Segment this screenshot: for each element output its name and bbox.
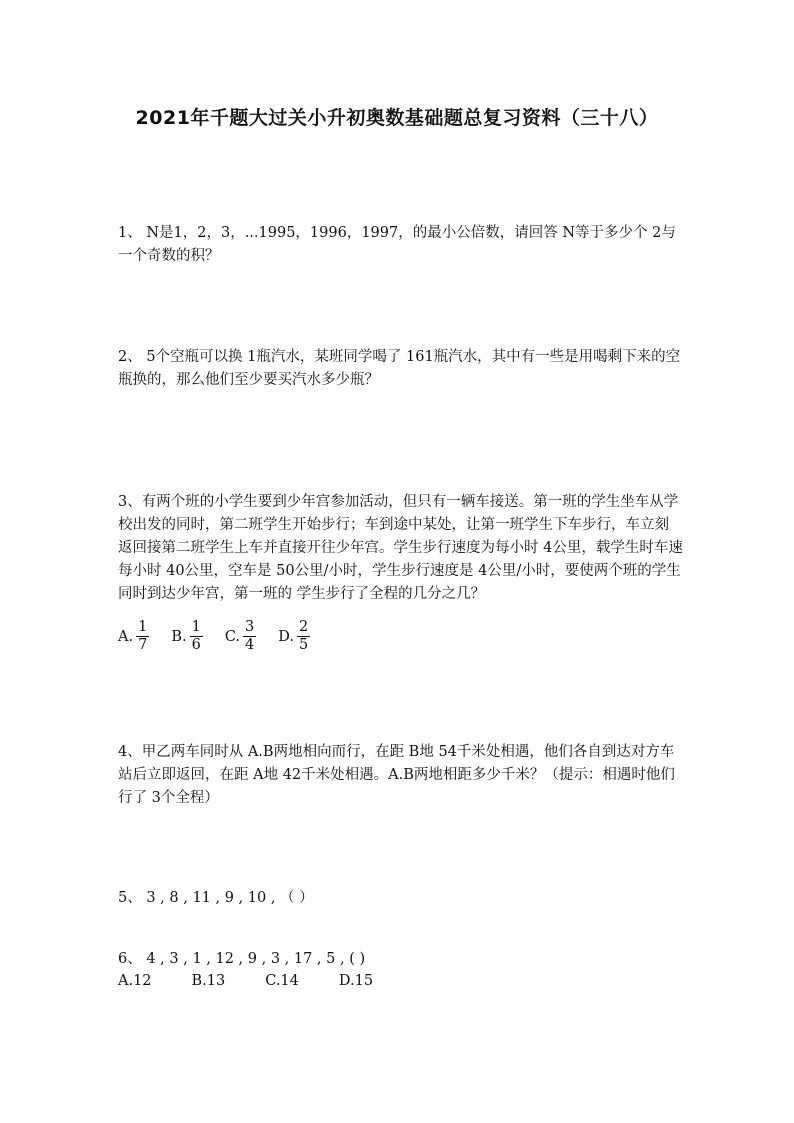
question-2: 2、 5个空瓶可以换 1瓶汽水，某班同学喝了 161瓶汽水，其中有一些是用喝剩下来的空瓶换的，那么他们至少要买汽水多少瓶？ — [118, 349, 681, 388]
question-6-options — [118, 973, 413, 989]
question-1: 1、 N是1，2，3，...1995，1996，1997，的最小公倍数，请回答 N等于多少个 2与一个奇数的积？ — [118, 225, 676, 264]
fraction-numerator: 2 — [298, 619, 309, 635]
fraction-numerator: 3 — [245, 619, 255, 635]
option-letter: B. — [171, 628, 187, 645]
option-letter: D. — [278, 628, 294, 645]
option-a — [118, 619, 149, 654]
fraction-denominator: 7 — [138, 637, 148, 653]
fraction — [243, 619, 256, 654]
fraction — [190, 619, 203, 654]
option-c — [225, 619, 256, 654]
question-3-options — [118, 619, 332, 654]
question-5: 5、 3 , 8 , 11 , 9 , 10 , （ ） — [118, 890, 314, 906]
option-d: D.15 — [338, 973, 374, 989]
option-b: B.13 — [191, 973, 226, 989]
option-b — [171, 619, 203, 654]
option-letter: A. — [118, 628, 134, 645]
option-letter: C. — [224, 628, 241, 645]
option-c: C.14 — [265, 973, 299, 989]
option-d — [278, 619, 310, 654]
fraction-denominator: 4 — [245, 637, 255, 653]
question-4: 4、甲乙两车同时从 A.B两地相向而行，在距 B地 54千米处相遇，他们各自到达对方车站后立即返回，在距 A地 42千米处相遇。A.B两地相距多少千米？（提示：相遇时他们行了 3个全程） — [118, 744, 675, 806]
option-a: A.12 — [118, 973, 152, 989]
fraction-numerator: 1 — [138, 619, 148, 635]
question-3: 3、有两个班的小学生要到少年宫参加活动，但只有一辆车接送。第一班的学生坐车从学校出发的同时，第二班学生开始步行；车到途中某处，让第一班学生下车步行，车立刻返回接第二班学生上车并直接开往少年宫。学生步行速度为每小时 4公里，载学生时车速每小时 40公里，空车是 50公里/小时，学生步行速度是 4公里/小时，要使两个班的学生同时到达少年宫，第一班的 学生步行了全程的几分之几？ — [118, 494, 683, 602]
fraction — [297, 619, 310, 654]
fraction-denominator: 6 — [191, 637, 201, 653]
fraction-numerator: 1 — [191, 619, 201, 635]
question-6: 6、 4 , 3 , 1 , 12 , 9 , 3 , 17 , 5 , ( ) — [118, 951, 366, 967]
document-title: 2021年千题大过关小升初奥数基础题总复习资料（三十八） — [135, 107, 659, 129]
fraction-denominator: 5 — [298, 637, 309, 653]
fraction — [136, 619, 149, 654]
